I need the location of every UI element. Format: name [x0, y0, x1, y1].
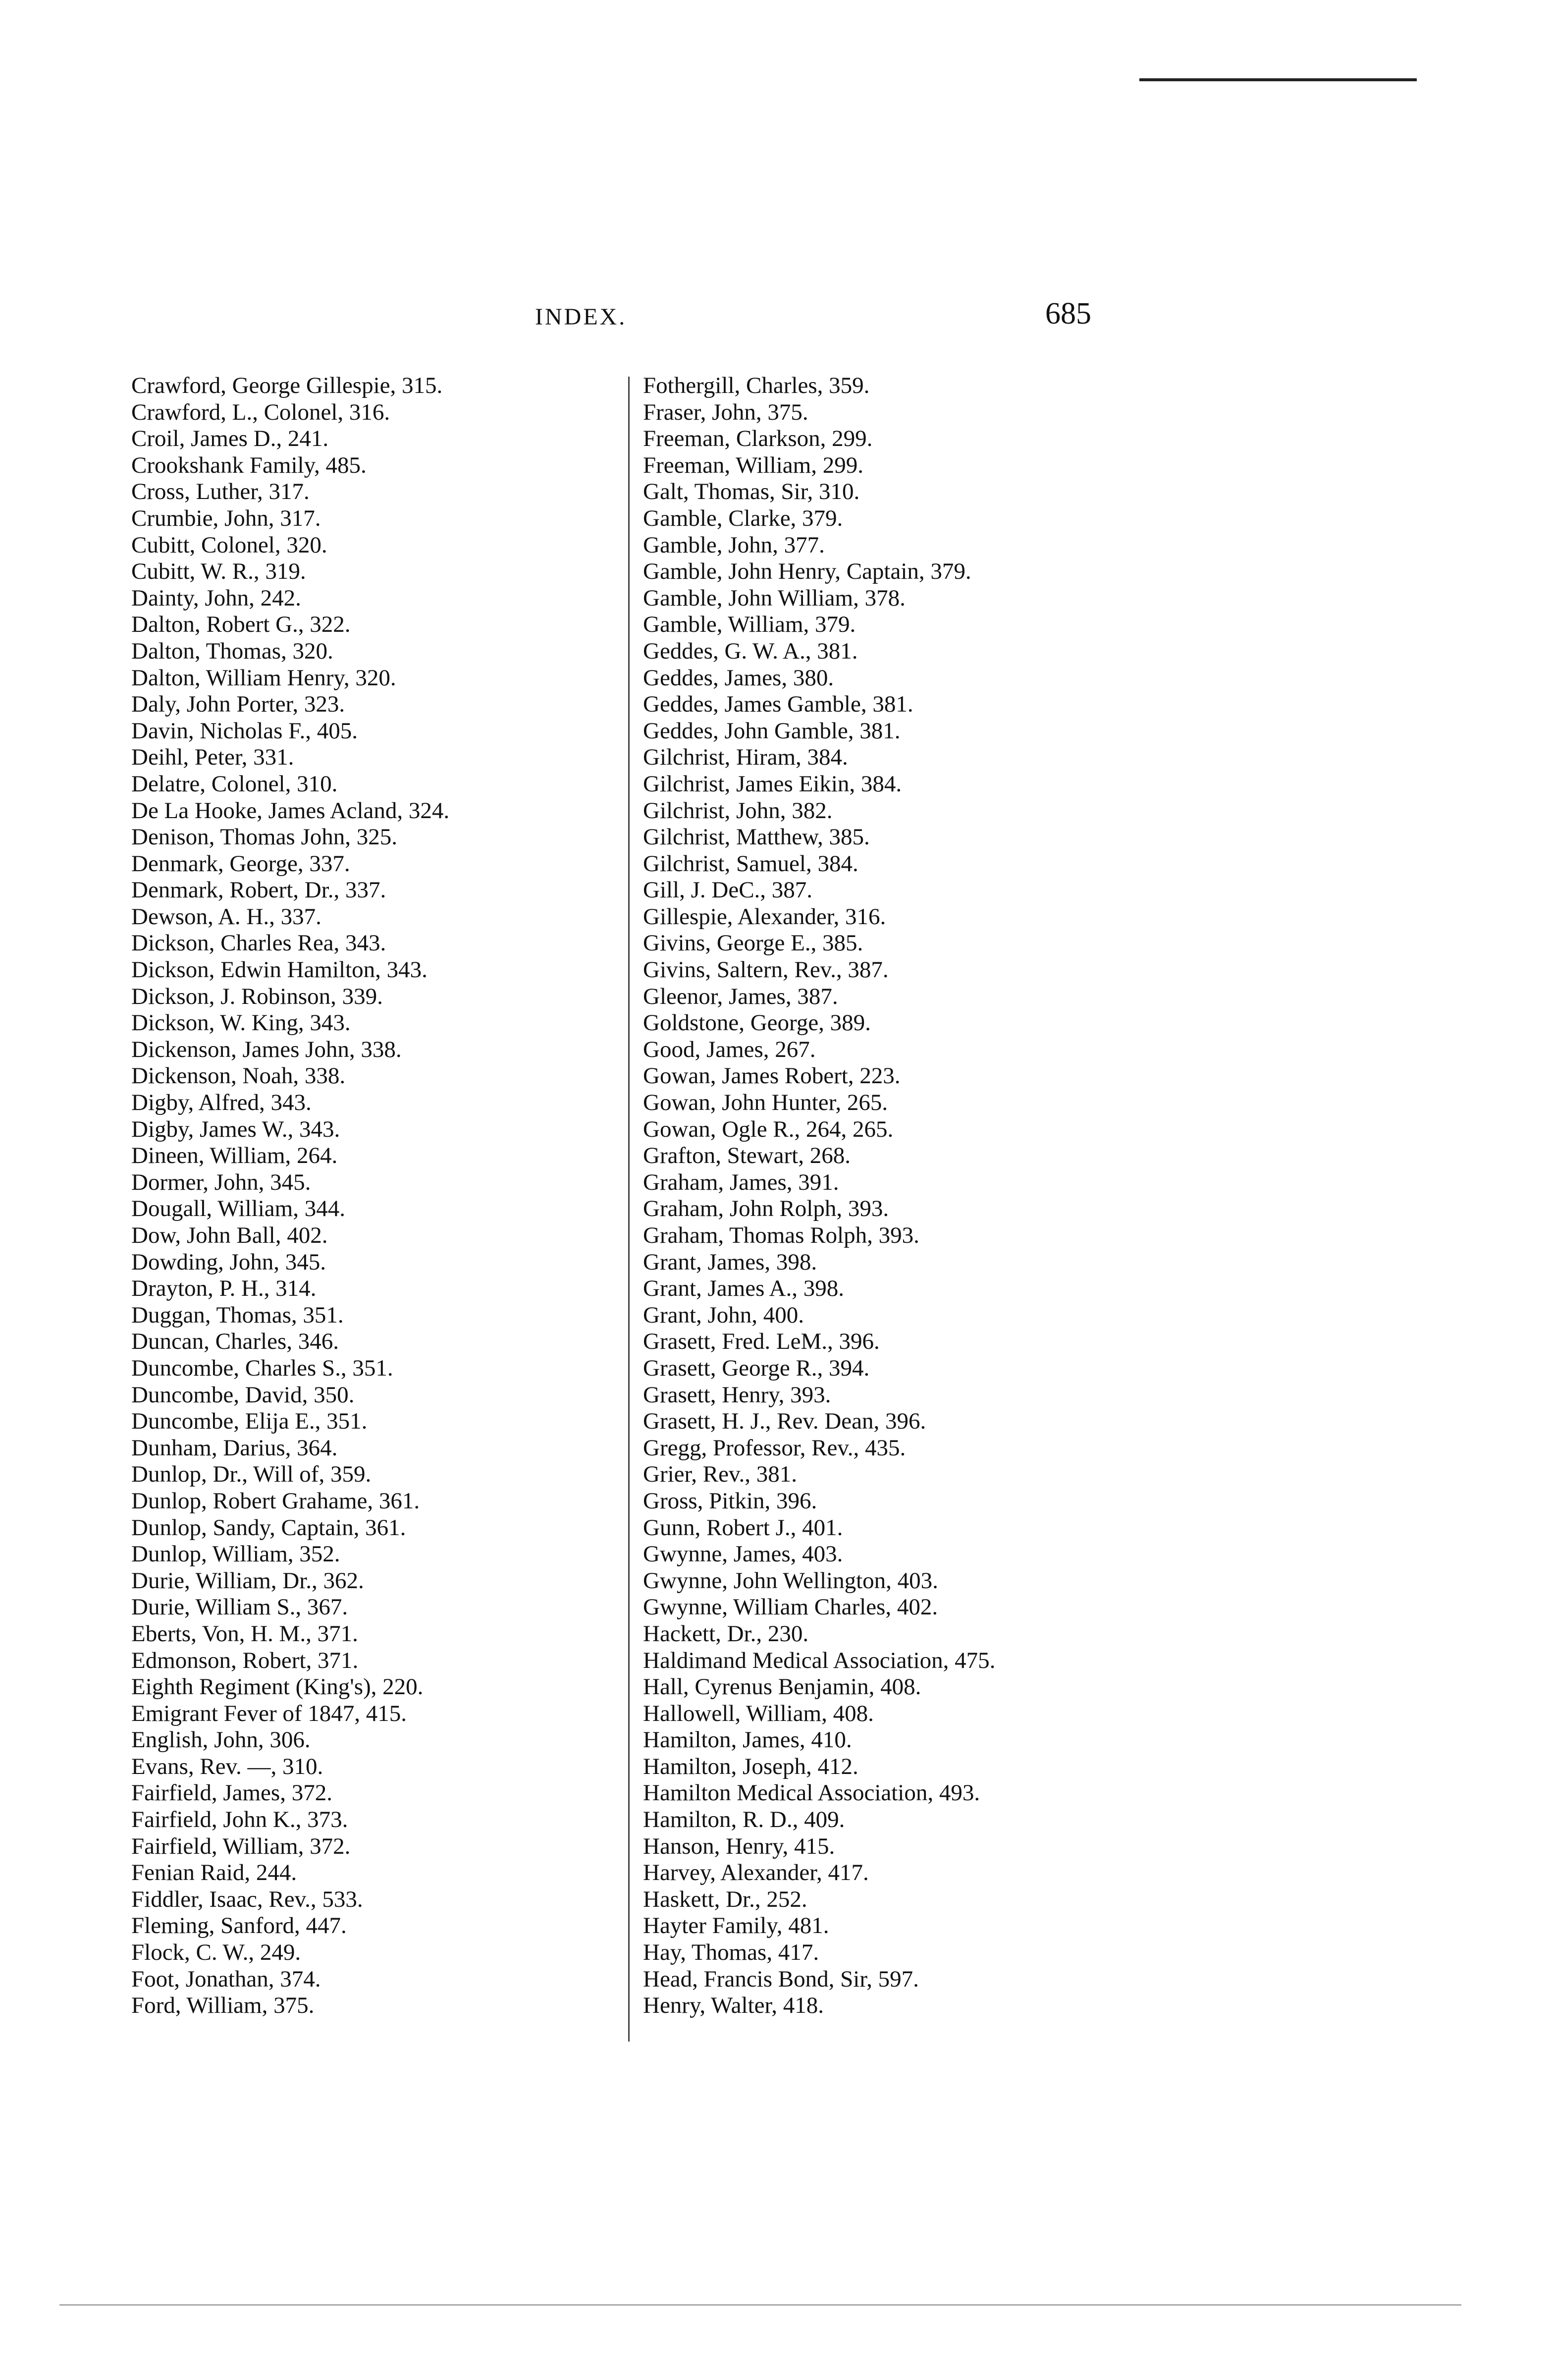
index-entry: Dunlop, Dr., Will of, 359.	[131, 1461, 372, 1488]
index-entry: Ford, William, 375.	[131, 1993, 315, 2019]
index-entry: Deihl, Peter, 331.	[131, 744, 294, 771]
index-entry: Gillespie, Alexander, 316.	[643, 903, 886, 930]
index-entry: Grant, John, 400.	[643, 1302, 804, 1328]
index-entry: Dickson, J. Robinson, 339.	[131, 983, 383, 1009]
index-entry: Dougall, William, 344.	[131, 1196, 345, 1222]
index-entry: Cubitt, Colonel, 320.	[131, 532, 327, 558]
index-entry: Gilchrist, John, 382.	[643, 797, 833, 824]
index-entry: Graham, Thomas Rolph, 393.	[643, 1222, 919, 1248]
index-entry: Fairfield, William, 372.	[131, 1833, 351, 1859]
index-entry: English, John, 306.	[131, 1727, 311, 1753]
index-entry: Dewson, A. H., 337.	[131, 903, 321, 930]
index-entry: Fenian Raid, 244.	[131, 1860, 297, 1886]
index-entry: Dunlop, Sandy, Captain, 361.	[131, 1514, 406, 1541]
index-entry: Fraser, John, 375.	[643, 399, 808, 425]
index-entry: Grafton, Stewart, 268.	[643, 1143, 851, 1169]
index-entry: Crawford, L., Colonel, 316.	[131, 399, 390, 425]
index-entry: Gamble, John, 377.	[643, 532, 825, 558]
index-entry: Fothergill, Charles, 359.	[643, 373, 870, 398]
index-entry: Good, James, 267.	[643, 1036, 816, 1062]
index-entry: Hayter Family, 481.	[643, 1913, 829, 1939]
index-entry: Graham, John Rolph, 393.	[643, 1196, 889, 1222]
index-entry: Duggan, Thomas, 351.	[131, 1302, 344, 1328]
index-entry: Dainty, John, 242.	[131, 585, 301, 611]
index-entry: Geddes, James Gamble, 381.	[643, 691, 913, 718]
index-entry: Haldimand Medical Association, 475.	[643, 1647, 996, 1673]
index-entry: Gamble, John William, 378.	[643, 585, 906, 611]
index-entry: Dalton, Robert G., 322.	[131, 611, 351, 638]
index-entry: Eberts, Von, H. M., 371.	[131, 1620, 358, 1647]
index-entry: Hamilton, James, 410.	[643, 1727, 852, 1753]
column-divider	[628, 377, 630, 2042]
index-entry: Foot, Jonathan, 374.	[131, 1966, 321, 1992]
index-entry: Denison, Thomas John, 325.	[131, 824, 398, 850]
index-entry: Flock, C. W., 249.	[131, 1939, 301, 1966]
index-entry: Hackett, Dr., 230.	[643, 1620, 809, 1647]
index-entry: Gwynne, James, 403.	[643, 1541, 843, 1567]
index-entry: Henry, Walter, 418.	[643, 1993, 824, 2019]
index-entry: Croil, James D., 241.	[131, 426, 329, 452]
index-entry: Denmark, Robert, Dr., 337.	[131, 877, 386, 903]
index-entry: Grant, James A., 398.	[643, 1275, 844, 1302]
index-entry: Gregg, Professor, Rev., 435.	[643, 1435, 906, 1461]
index-entry: Crumbie, John, 317.	[131, 505, 321, 531]
index-entry: Gowan, John Hunter, 265.	[643, 1090, 888, 1116]
index-entry: Gwynne, William Charles, 402.	[643, 1594, 938, 1620]
index-entry: Geddes, John Gamble, 381.	[643, 718, 901, 744]
index-entry: Gilchrist, Matthew, 385.	[643, 824, 870, 850]
index-entry: Gowan, Ogle R., 264, 265.	[643, 1116, 894, 1142]
index-entry: Dickenson, Noah, 338.	[131, 1063, 346, 1089]
index-entry: Harvey, Alexander, 417.	[643, 1860, 869, 1886]
index-entry: Hay, Thomas, 417.	[643, 1939, 819, 1966]
top-edge-mark	[1139, 78, 1417, 81]
index-entry: Eighth Regiment (King's), 220.	[131, 1674, 424, 1700]
index-entry: Givins, Saltern, Rev., 387.	[643, 957, 889, 983]
index-entry: Gilchrist, James Eikin, 384.	[643, 771, 902, 797]
index-entry: Daly, John Porter, 323.	[131, 691, 345, 718]
index-entry: Gwynne, John Wellington, 403.	[643, 1567, 938, 1594]
index-entry: Grasett, Fred. LeM., 396.	[643, 1328, 880, 1355]
index-entry: Gunn, Robert J., 401.	[643, 1514, 843, 1541]
index-entry: Cubitt, W. R., 319.	[131, 558, 306, 585]
index-entry: Gross, Pitkin, 396.	[643, 1488, 817, 1514]
index-entry: Duncombe, Elija E., 351.	[131, 1408, 368, 1435]
index-entry: Duncombe, David, 350.	[131, 1382, 355, 1408]
index-entry: Dalton, William Henry, 320.	[131, 664, 396, 691]
index-entry: Grasett, George R., 394.	[643, 1355, 870, 1381]
index-entry: Durie, William S., 367.	[131, 1594, 348, 1620]
index-entry: Geddes, G. W. A., 381.	[643, 638, 858, 664]
index-entry: Dickson, W. King, 343.	[131, 1010, 351, 1036]
index-entry: Grier, Rev., 381.	[643, 1461, 797, 1488]
index-entry: Dowding, John, 345.	[131, 1249, 326, 1275]
index-entry: Dormer, John, 345.	[131, 1169, 311, 1195]
index-entry: Grasett, H. J., Rev. Dean, 396.	[643, 1408, 926, 1435]
index-entry: Givins, George E., 385.	[643, 930, 863, 956]
index-entry: Gamble, John Henry, Captain, 379.	[643, 558, 971, 585]
index-entry: Dickson, Edwin Hamilton, 343.	[131, 957, 428, 983]
index-entry: De La Hooke, James Acland, 324.	[131, 797, 450, 824]
index-entry: Emigrant Fever of 1847, 415.	[131, 1700, 407, 1726]
index-entry: Hanson, Henry, 415.	[643, 1833, 835, 1859]
index-entry: Dunham, Darius, 364.	[131, 1435, 338, 1461]
index-entry: Davin, Nicholas F., 405.	[131, 718, 358, 744]
index-entry: Duncombe, Charles S., 351.	[131, 1355, 393, 1381]
index-entry: Dunlop, Robert Grahame, 361.	[131, 1488, 420, 1514]
index-column-right	[643, 373, 1163, 2019]
index-entry: Evans, Rev. —, 310.	[131, 1753, 323, 1779]
index-entry: Haskett, Dr., 252.	[643, 1886, 807, 1912]
index-entry: Gleenor, James, 387.	[643, 983, 838, 1009]
index-entry: Dickson, Charles Rea, 343.	[131, 930, 386, 956]
index-entry: Hall, Cyrenus Benjamin, 408.	[643, 1674, 921, 1700]
index-entry: Hallowell, William, 408.	[643, 1700, 874, 1726]
bottom-edge-mark	[59, 2304, 1461, 2306]
index-entry: Fairfield, James, 372.	[131, 1780, 332, 1806]
index-entry: Gilchrist, Hiram, 384.	[643, 744, 848, 771]
index-entry: Digby, James W., 343.	[131, 1116, 340, 1142]
index-entry: Gilchrist, Samuel, 384.	[643, 850, 858, 877]
index-entry: Dineen, William, 264.	[131, 1143, 338, 1169]
index-entry: Dickenson, James John, 338.	[131, 1036, 402, 1062]
index-entry: Fiddler, Isaac, Rev., 533.	[131, 1886, 363, 1912]
index-entry: Hamilton Medical Association, 493.	[643, 1780, 980, 1806]
index-entry: Gamble, Clarke, 379.	[643, 505, 843, 531]
index-entry: Dalton, Thomas, 320.	[131, 638, 333, 664]
index-entry: Freeman, Clarkson, 299.	[643, 426, 873, 452]
index-entry: Head, Francis Bond, Sir, 597.	[643, 1966, 919, 1992]
page-title: INDEX.	[535, 304, 627, 330]
index-entry: Edmonson, Robert, 371.	[131, 1647, 359, 1673]
page-number: 685	[1045, 297, 1091, 331]
index-entry: Galt, Thomas, Sir, 310.	[643, 479, 860, 505]
index-entry: Gowan, James Robert, 223.	[643, 1063, 901, 1089]
index-entry: Delatre, Colonel, 310.	[131, 771, 338, 797]
index-entry: Goldstone, George, 389.	[643, 1010, 871, 1036]
index-entry: Geddes, James, 380.	[643, 664, 834, 691]
index-entry: Drayton, P. H., 314.	[131, 1275, 317, 1302]
index-entry: Gill, J. DeC., 387.	[643, 877, 813, 903]
index-entry: Hamilton, Joseph, 412.	[643, 1753, 858, 1779]
index-entry: Dunlop, William, 352.	[131, 1541, 340, 1567]
index-entry: Fleming, Sanford, 447.	[131, 1913, 347, 1939]
index-entry: Digby, Alfred, 343.	[131, 1090, 312, 1116]
index-column-left	[131, 373, 627, 2019]
index-entry: Duncan, Charles, 346.	[131, 1328, 339, 1355]
index-entry: Graham, James, 391.	[643, 1169, 839, 1195]
index-entry: Grant, James, 398.	[643, 1249, 817, 1275]
index-entry: Durie, William, Dr., 362.	[131, 1567, 364, 1594]
index-entry: Hamilton, R. D., 409.	[643, 1807, 845, 1833]
index-entry: Dow, John Ball, 402.	[131, 1222, 328, 1248]
index-entry: Fairfield, John K., 373.	[131, 1807, 348, 1833]
index-entry: Crawford, George Gillespie, 315.	[131, 373, 443, 398]
index-entry: Freeman, William, 299.	[643, 452, 863, 478]
index-entry: Denmark, George, 337.	[131, 850, 350, 877]
index-entry: Gamble, William, 379.	[643, 611, 856, 638]
index-entry: Grasett, Henry, 393.	[643, 1382, 831, 1408]
index-entry: Crookshank Family, 485.	[131, 452, 367, 478]
index-entry: Cross, Luther, 317.	[131, 479, 310, 505]
